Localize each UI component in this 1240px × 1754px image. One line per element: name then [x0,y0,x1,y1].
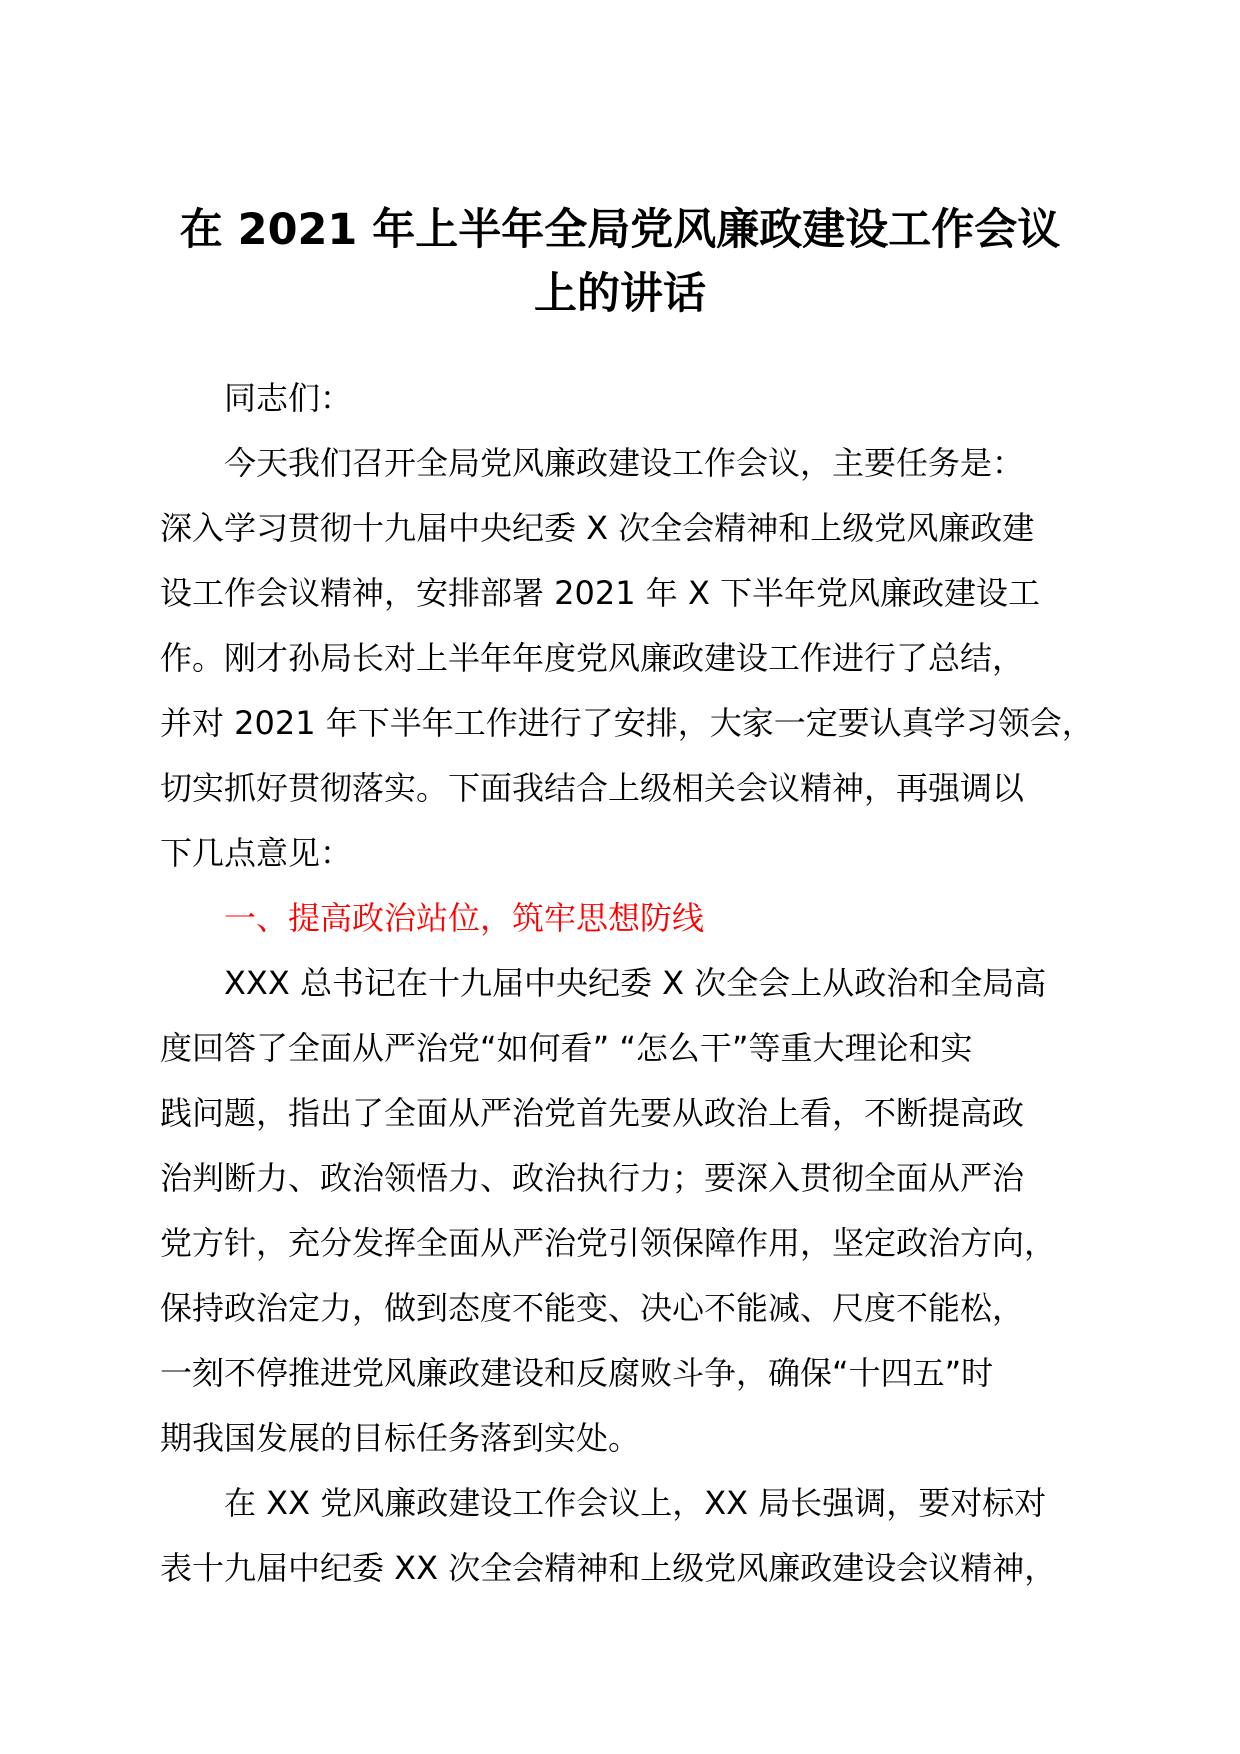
paragraph-line: 下几点意见： [160,834,353,872]
paragraph-line: 度回答了全面从严治党“如何看” “怎么干”等重大理论和实 [160,1029,973,1067]
paragraph-opening [160,431,1120,886]
paragraph-section-one-continued [160,1471,1120,1601]
section-heading-line: 一、提高政治站位，筑牢思想防线 [224,899,705,937]
paragraph-line: 一刻不停推进党风廉政建设和反腐败斗争，确保“十四五”时 [160,1354,994,1392]
paragraph-line: 设工作会议精神，安排部署 2021 年 X 下半年党风廉政建设工 [160,574,1041,612]
paragraph-line: 践问题，指出了全面从严治党首先要从政治上看，不断提高政 [160,1094,1025,1132]
paragraph-line: 今天我们召开全局党风廉政建设工作会议，主要任务是： [224,444,1025,482]
document-body [160,366,1120,1601]
salutation: 同志们： [224,379,353,417]
paragraph-line: XXX 总书记在十九届中央纪委 X 次全会上从政治和全局高 [224,964,1047,1002]
paragraph-line: 在 XX 党风廉政建设工作会议上，XX 局长强调，要对标对 [224,1484,1047,1522]
paragraph-line: 深入学习贯彻十九届中央纪委 X 次全会精神和上级党风廉政建 [160,509,1035,547]
paragraph-line: 保持政治定力，做到态度不能变、决心不能减、尺度不能松， [160,1289,1025,1327]
paragraph-section-one [160,951,1120,1471]
paragraph-line: 治判断力、政治领悟力、政治执行力；要深入贯彻全面从严治 [160,1159,1025,1197]
title-line: 上的讲话 [534,269,706,319]
title-line: 在 2021 年上半年全局党风廉政建设工作会议 [179,205,1061,255]
document-title [140,198,1100,326]
paragraph-line: 切实抓好贯彻落实。下面我结合上级相关会议精神，再强调以 [160,769,1025,807]
paragraph-line: 党方针，充分发挥全面从严治党引领保障作用，坚定政治方向， [160,1224,1057,1262]
paragraph-line: 并对 2021 年下半年工作进行了安排，大家一定要认真学习领会， [160,704,1094,742]
paragraph-line: 作。刚才孙局长对上半年年度党风廉政建设工作进行了总结， [160,639,1025,677]
paragraph-line: 表十九届中纪委 XX 次全会精神和上级党风廉政建设会议精神， [160,1549,1057,1587]
section-heading [160,886,1120,951]
paragraph-line: 期我国发展的目标任务落到实处。 [160,1419,641,1457]
